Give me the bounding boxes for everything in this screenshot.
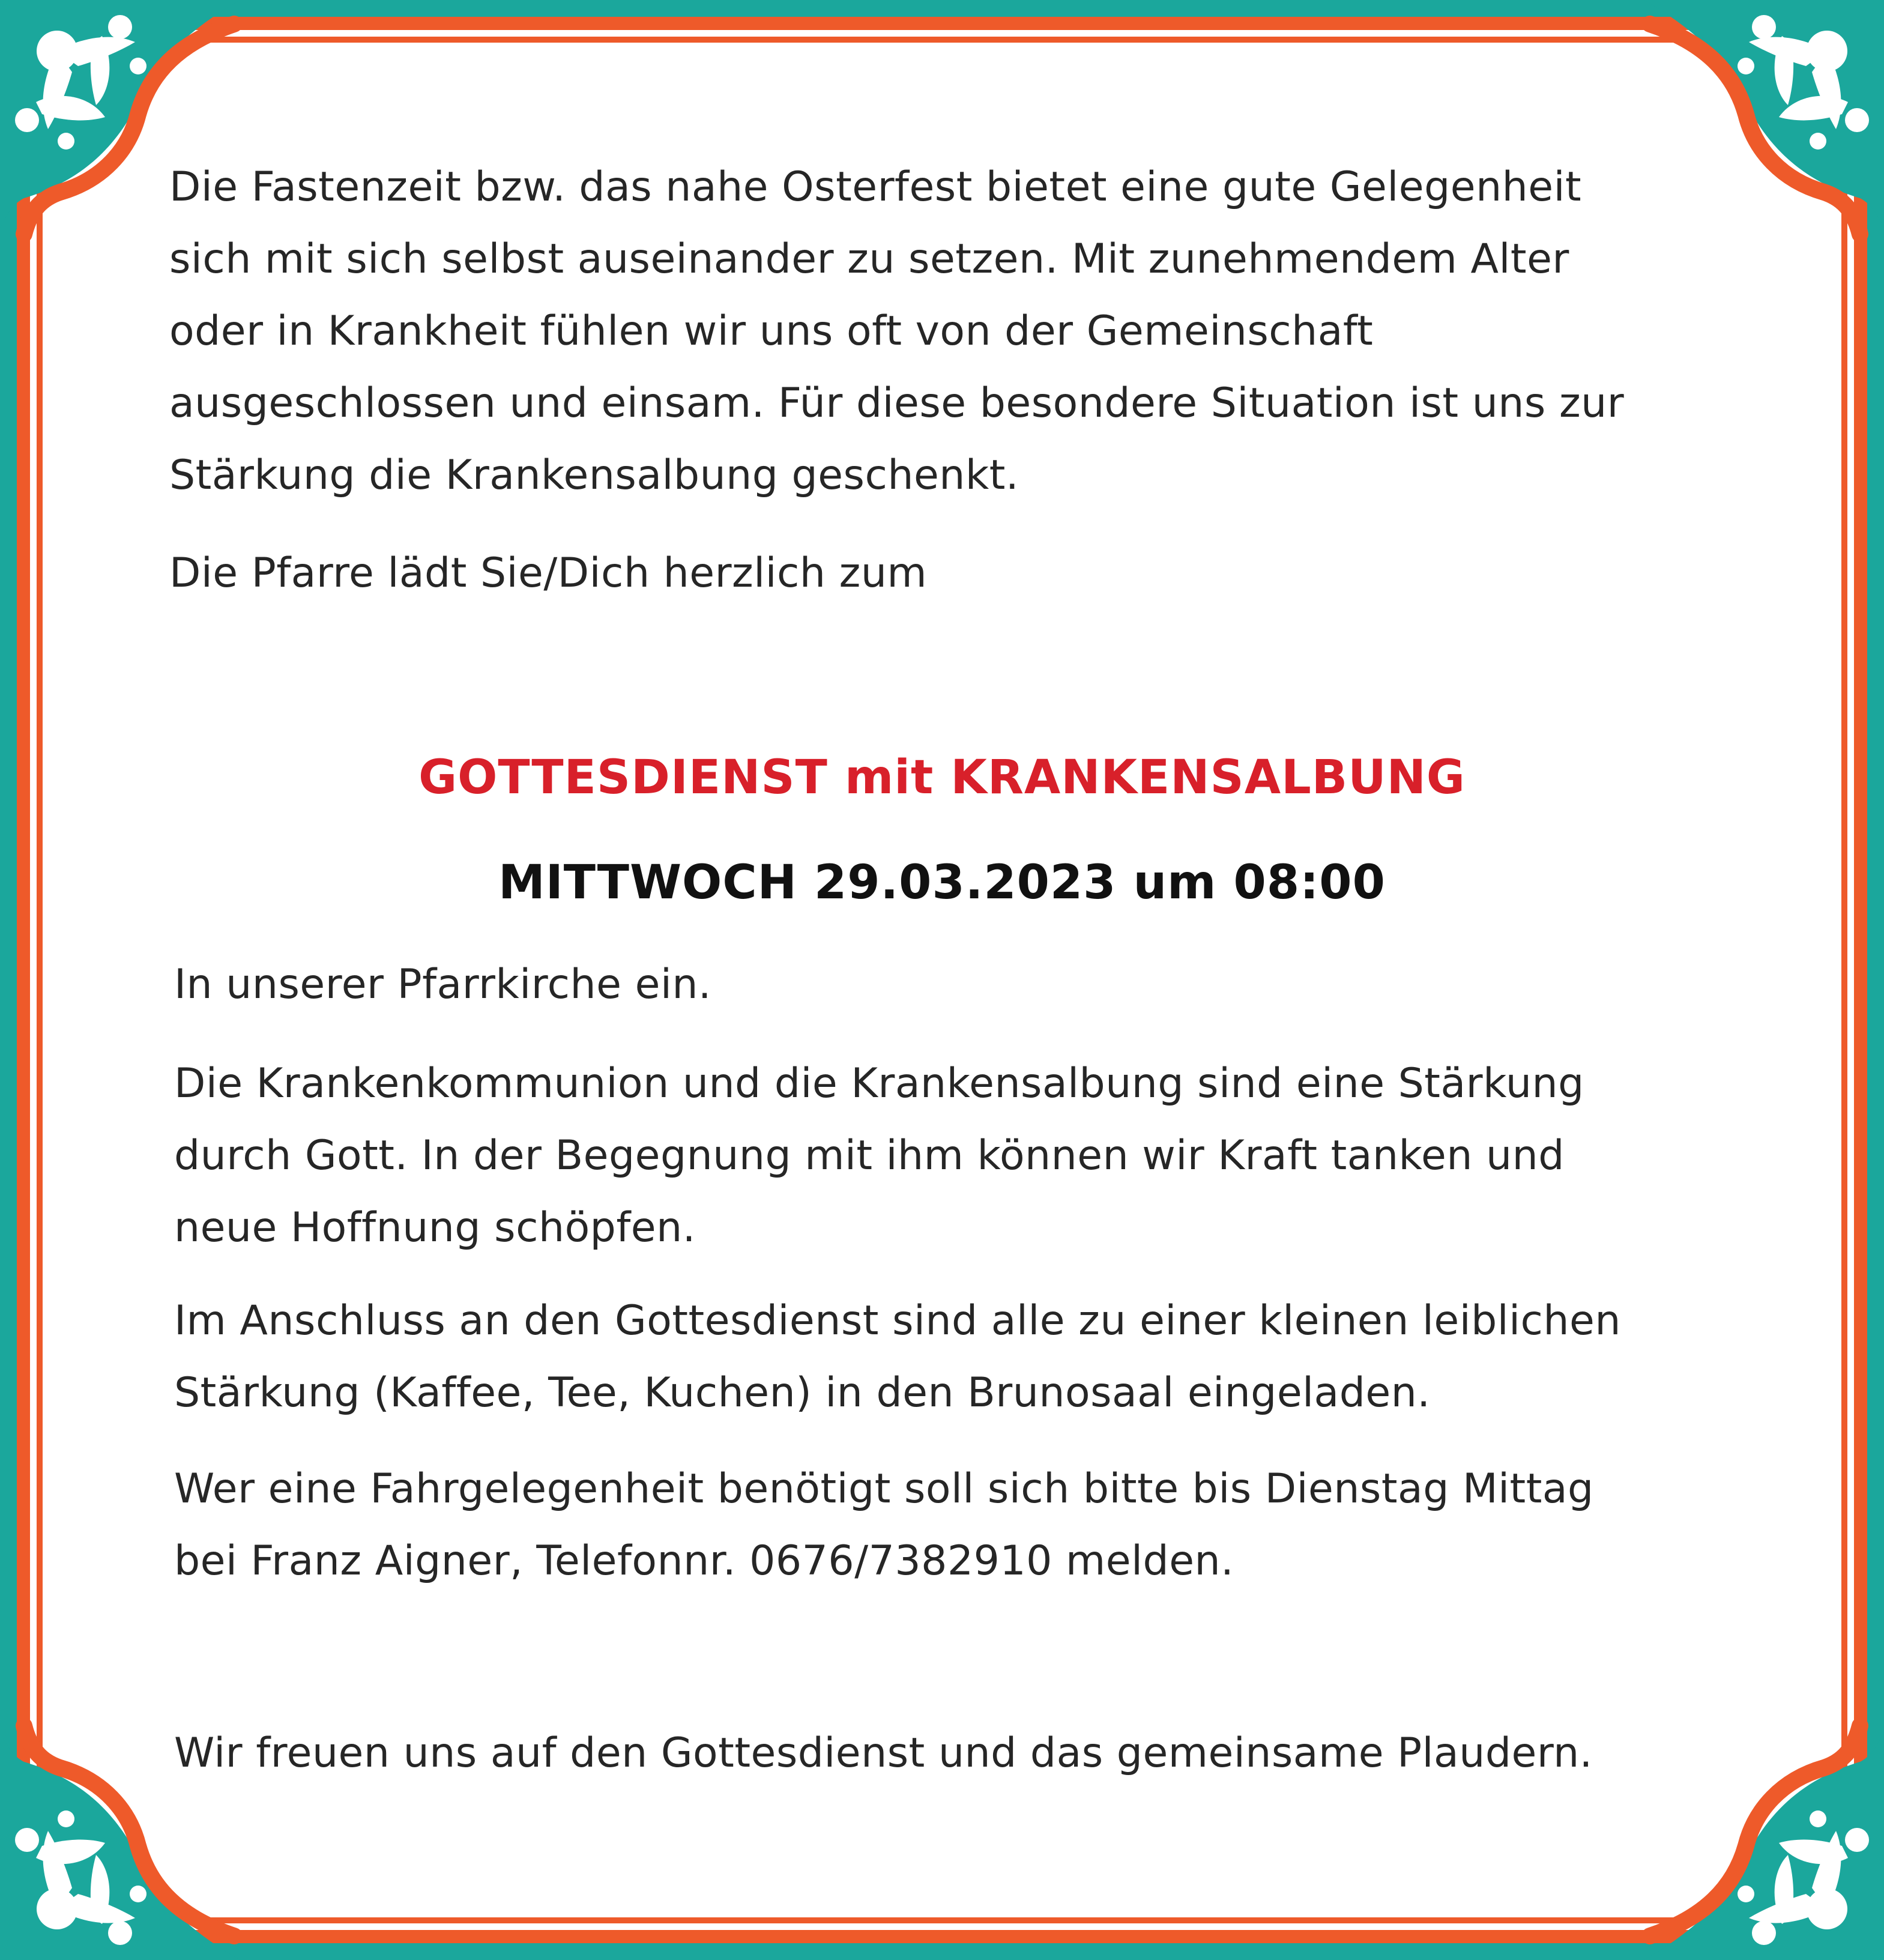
refreshments-paragraph: Im Anschluss an den Gottesdienst sind alle zu einer kleinen leiblichen Stärkung (Kaffee, Tee, Kuchen) in den Brunosaal eingeladen. xyxy=(174,1297,1621,1417)
location-line: In unserer Pfarrkirche ein. xyxy=(174,961,712,1008)
closing-line: Wir freuen uns auf den Gottesdienst und das gemeinsame Plaudern. xyxy=(174,1729,1593,1777)
event-title: GOTTESDIENST mit KRANKENSALBUNG xyxy=(418,751,1466,805)
communion-paragraph: Die Krankenkommunion und die Krankensalbung sind eine Stärkung durch Gott. In der Begegnung mit ihm können wir Kraft tanken und neue Hoffnung schöpfen. xyxy=(174,1060,1584,1251)
event-date: MITTWOCH 29.03.2023 um 08:00 xyxy=(498,856,1386,910)
transport-paragraph: Wer eine Fahrgelegenheit benötigt soll sich bitte bis Dienstag Mittag bei Franz Aigner, Telefonnr. 0676/7382910 melden. xyxy=(174,1465,1594,1585)
intro-paragraph: Die Fastenzeit bzw. das nahe Osterfest bietet eine gute Gelegenheit sich mit sich selbst auseinander zu setzen. Mit zunehmendem Alter oder in Krankheit fühlen wir uns oft von der Gemeinschaft ausgeschlossen und einsam. Für diese besondere Situation ist uns zur Stärkung die Krankensalbung geschenkt. xyxy=(169,163,1625,499)
invitation-line: Die Pfarre lädt Sie/Dich herzlich zum xyxy=(169,549,928,597)
